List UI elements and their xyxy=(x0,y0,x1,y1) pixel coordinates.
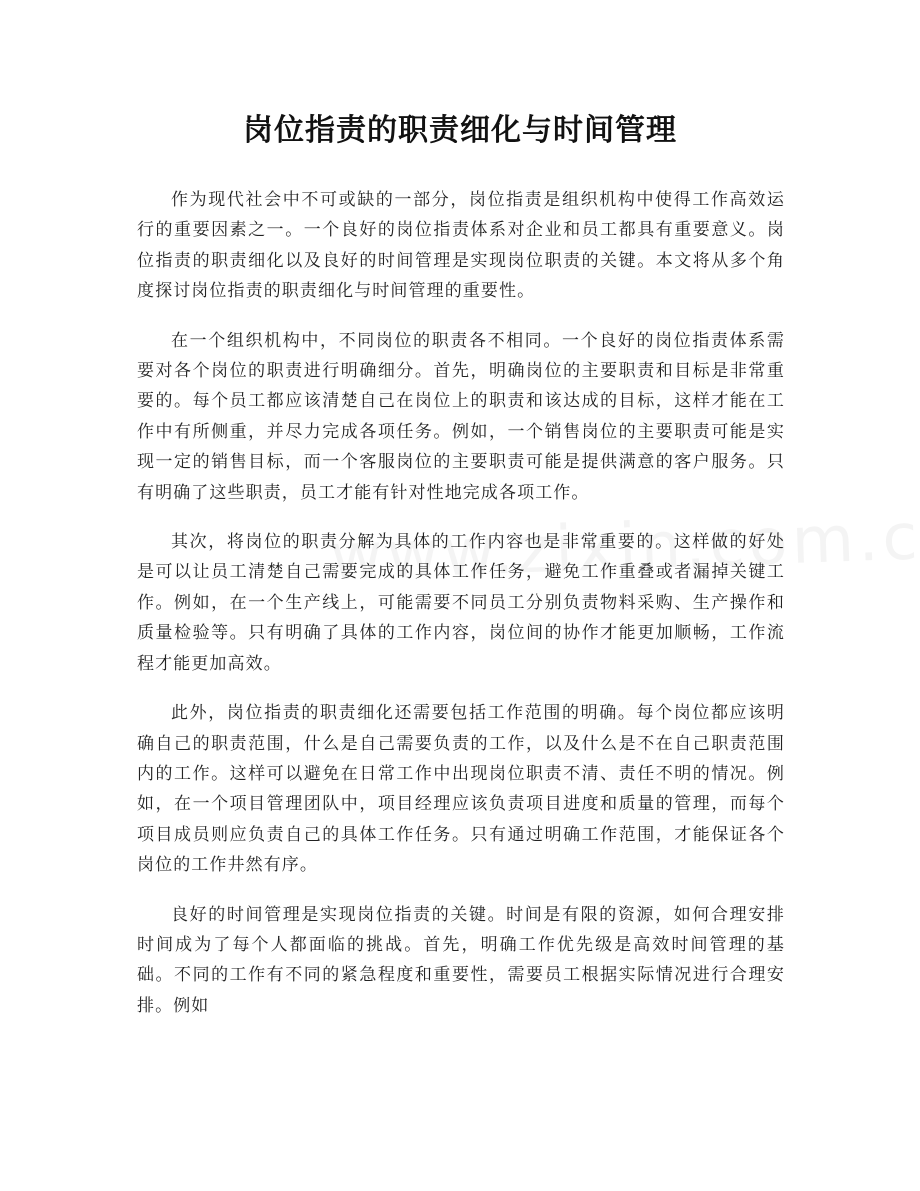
document-title: 岗位指责的职责细化与时间管理 xyxy=(243,113,677,148)
paragraph-3: 其次，将岗位的职责分解为具体的工作内容也是非常重要的。这样做的好处是可以让员工清楚自己需要完成的具体工作任务，避免工作重叠或者漏掉关键工作。例如，在一个生产线上，可能需要不同员工分别负责物料采购、生产操作和质量检验等。只有明确了具体的工作内容，岗位间的协作才能更加顺畅，工作流程才能更加高效。 xyxy=(137,532,785,674)
paragraph-5: 良好的时间管理是实现岗位指责的关键。时间是有限的资源，如何合理安排时间成为了每个人都面临的挑战。首先，明确工作优先级是高效时间管理的基础。不同的工作有不同的紧急程度和重要性，需要员工根据实际情况进行合理安排。例如 xyxy=(137,904,785,1016)
paragraph-1: 作为现代社会中不可或缺的一部分，岗位指责是组织机构中使得工作高效运行的重要因素之一。一个良好的岗位指责体系对企业和员工都具有重要意义。岗位指责的职责细化以及良好的时间管理是实现岗位职责的关键。本文将从多个角度探讨岗位指责的职责细化与时间管理的重要性。 xyxy=(137,190,785,302)
document-body xyxy=(137,185,785,1040)
paragraph-2: 在一个组织机构中，不同岗位的职责各不相同。一个良好的岗位指责体系需要对各个岗位的职责进行明确细分。首先，明确岗位的主要职责和目标是非常重要的。每个员工都应该清楚自己在岗位上的职责和该达成的目标，这样才能在工作中有所侧重，并尽力完成各项任务。例如，一个销售岗位的主要职责可能是实现一定的销售目标，而一个客服岗位的主要职责可能是提供满意的客户服务。只有明确了这些职责，员工才能有针对性地完成各项工作。 xyxy=(137,330,785,503)
paragraph-4: 此外，岗位指责的职责细化还需要包括工作范围的明确。每个岗位都应该明确自己的职责范围，什么是自己需要负责的工作，以及什么是不在自己职责范围内的工作。这样可以避免在日常工作中出现岗位职责不清、责任不明的情况。例如，在一个项目管理团队中，项目经理应该负责项目进度和质量的管理，而每个项目成员则应负责自己的具体工作任务。只有通过明确工作范围，才能保证各个岗位的工作井然有序。 xyxy=(137,703,785,876)
